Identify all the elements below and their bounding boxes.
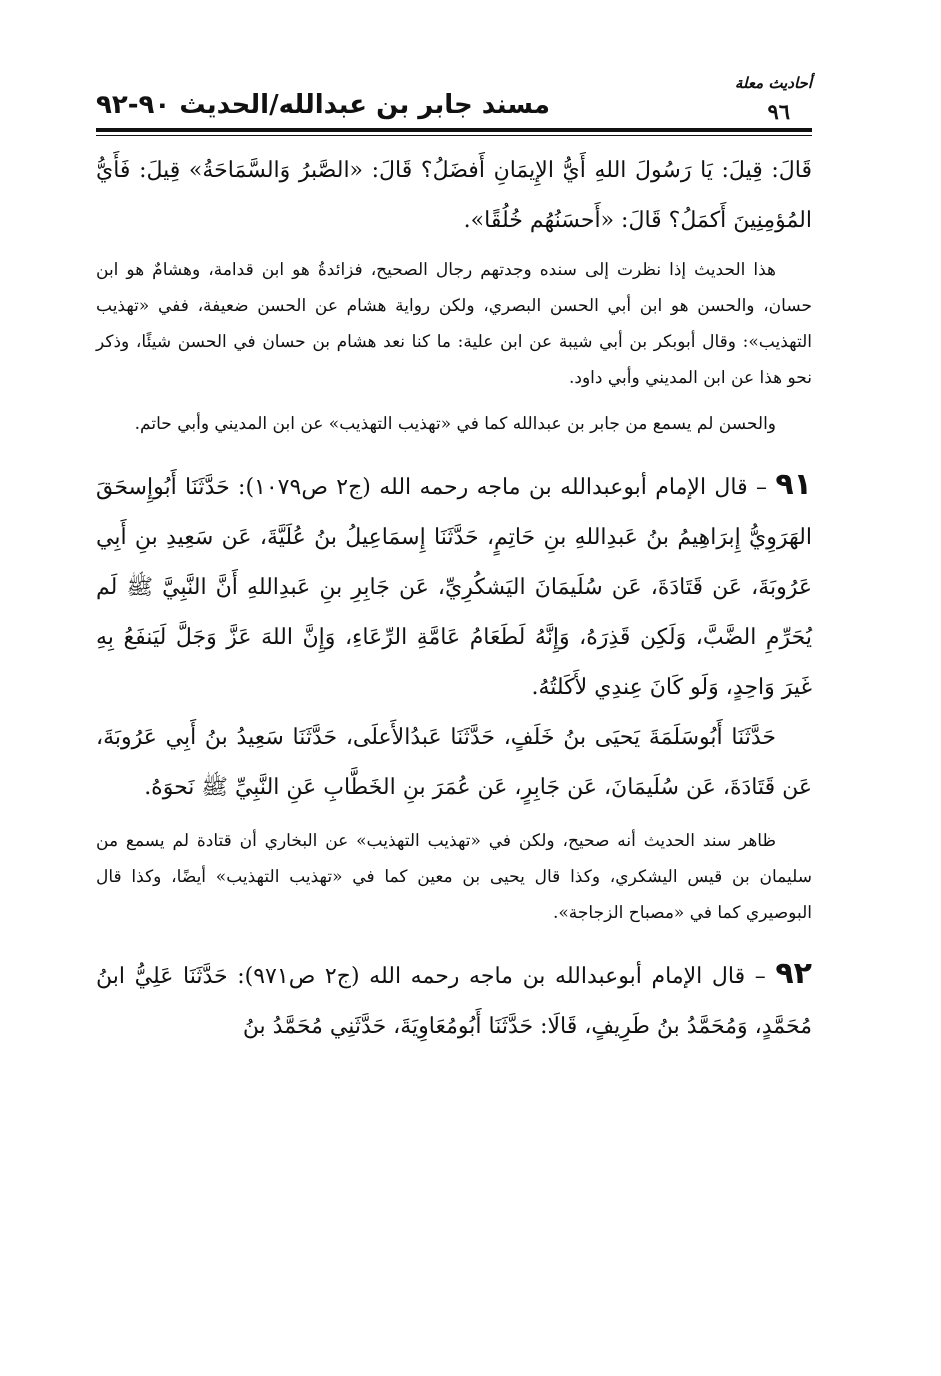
commentary-90-a: هذا الحديث إذا نظرت إلى سنده وجدتهم رجال الصحيح، فزائدةُ هو ابن قدامة، وهشامٌ هو ابن حسان، والحسن هو ابن أبي الحسن البصري، ولكن رواية هشام عن الحسن ضعيفة، ففي «تهذيب التهذيب»: وقال أبوبكر بن أبي شيبة عن ابن علية: ما كنا نعد هشام بن حسان في الحسن شيئًا، وذكر نحو هذا عن ابن المديني وأبي داود.: [96, 260, 812, 388]
hadith-91: [96, 460, 812, 713]
page-number: ٩٦: [767, 99, 790, 124]
spacer: [96, 813, 812, 823]
hadith-91-number: ٩١: [775, 467, 812, 502]
hadith-92-number: ٩٢: [775, 956, 812, 991]
commentary-91: ظاهر سند الحديث أنه صحيح، ولكن في «تهذيب التهذيب» عن البخاري أن قتادة لم يسمع من سليمان بن قيس اليشكري، وكذا قال يحيى بن معين كما في «تهذيب التهذيب» أيضًا، وكذا قال البوصيري كما في «مصباح الزجاجة».: [96, 831, 812, 923]
spacer: [96, 931, 812, 949]
spacer: [96, 396, 812, 406]
hadith-91-text: – قال الإمام أبوعبدالله بن ماجه رحمه الله (ج٢ ص١٠٧٩): حَدَّثَنَا أَبُوإِسحَقَ الهَرَوِيُّ إِبرَاهِيمُ بنُ عَبدِاللهِ بنِ حَاتِمٍ، حَدَّثَنَا إِسمَاعِيلُ بنُ عُلَيَّةَ، عَن سَعِيدِ بنِ أَبِي عَرُوبَةَ، عَن قَتَادَةَ، عَن سُلَيمَانَ اليَشكُرِيِّ، عَن جَابِرِ بنِ عَبدِاللهِ أَنَّ النَّبِيَّ ﷺ لَم يُحَرِّمِ الضَّبَّ، وَلَكِن قَذِرَهُ، وَإِنَّهُ لَطَعَامُ عَامَّةِ الرِّعَاءِ، وَإِنَّ اللهَ عَزَّ وَجَلَّ لَيَنفَعُ بِهِ غَيرَ وَاحِدٍ، وَلَو كَانَ عِندِي لأَكَلتُهُ.: [96, 475, 812, 700]
hadith-92: [96, 949, 812, 1052]
hadith-90-end: قَالَ: قِيلَ: يَا رَسُولَ اللهِ أَيُّ الإِيمَانِ أَفضَلُ؟ قَالَ: «الصَّبرُ وَالسَّمَاحَةُ» قِيلَ: فَأَيُّ المُؤمِنِينَ أَكمَلُ؟ قَالَ: «أَحسَنُهُم خُلُقًا».: [96, 158, 812, 233]
book-page: [96, 74, 812, 1052]
commentary-90-b: والحسن لم يسمع من جابر بن عبدالله كما في «تهذيب التهذيب» عن ابن المديني وأبي حاتم.: [134, 414, 776, 434]
page-header: [96, 74, 812, 126]
hadith-91-second-chain: حَدَّثَنَا أَبُوسَلَمَةَ يَحيَى بنُ خَلَفٍ، حَدَّثَنَا عَبدُالأَعلَى، حَدَّثَنَا سَعِيدُ بنُ أَبِي عَرُوبَةَ، عَن قَتَادَةَ، عَن سُلَيمَانَ، عَن جَابِرٍ، عَن عُمَرَ بنِ الخَطَّابِ عَنِ النَّبِيِّ ﷺ نَحوَهُ.: [96, 725, 812, 800]
hadith-92-text: – قال الإمام أبوعبدالله بن ماجه رحمه الله (ج٢ ص٩٧١): حَدَّثَنَا عَلِيُّ ابنُ مُحَمَّدٍ، وَمُحَمَّدُ بنُ طَرِيفٍ، قَالَا: حَدَّثَنَا أَبُومُعَاوِيَةَ، حَدَّثَنِي مُحَمَّدُ بنُ: [96, 964, 812, 1039]
header-rule-thick: [96, 128, 812, 132]
book-tag: أحاديث معلة: [734, 74, 812, 92]
running-title: مسند جابر بن عبدالله/الحديث ٩٠-٩٢: [96, 90, 550, 120]
header-rule-thin: [96, 135, 812, 136]
spacer: [96, 442, 812, 460]
